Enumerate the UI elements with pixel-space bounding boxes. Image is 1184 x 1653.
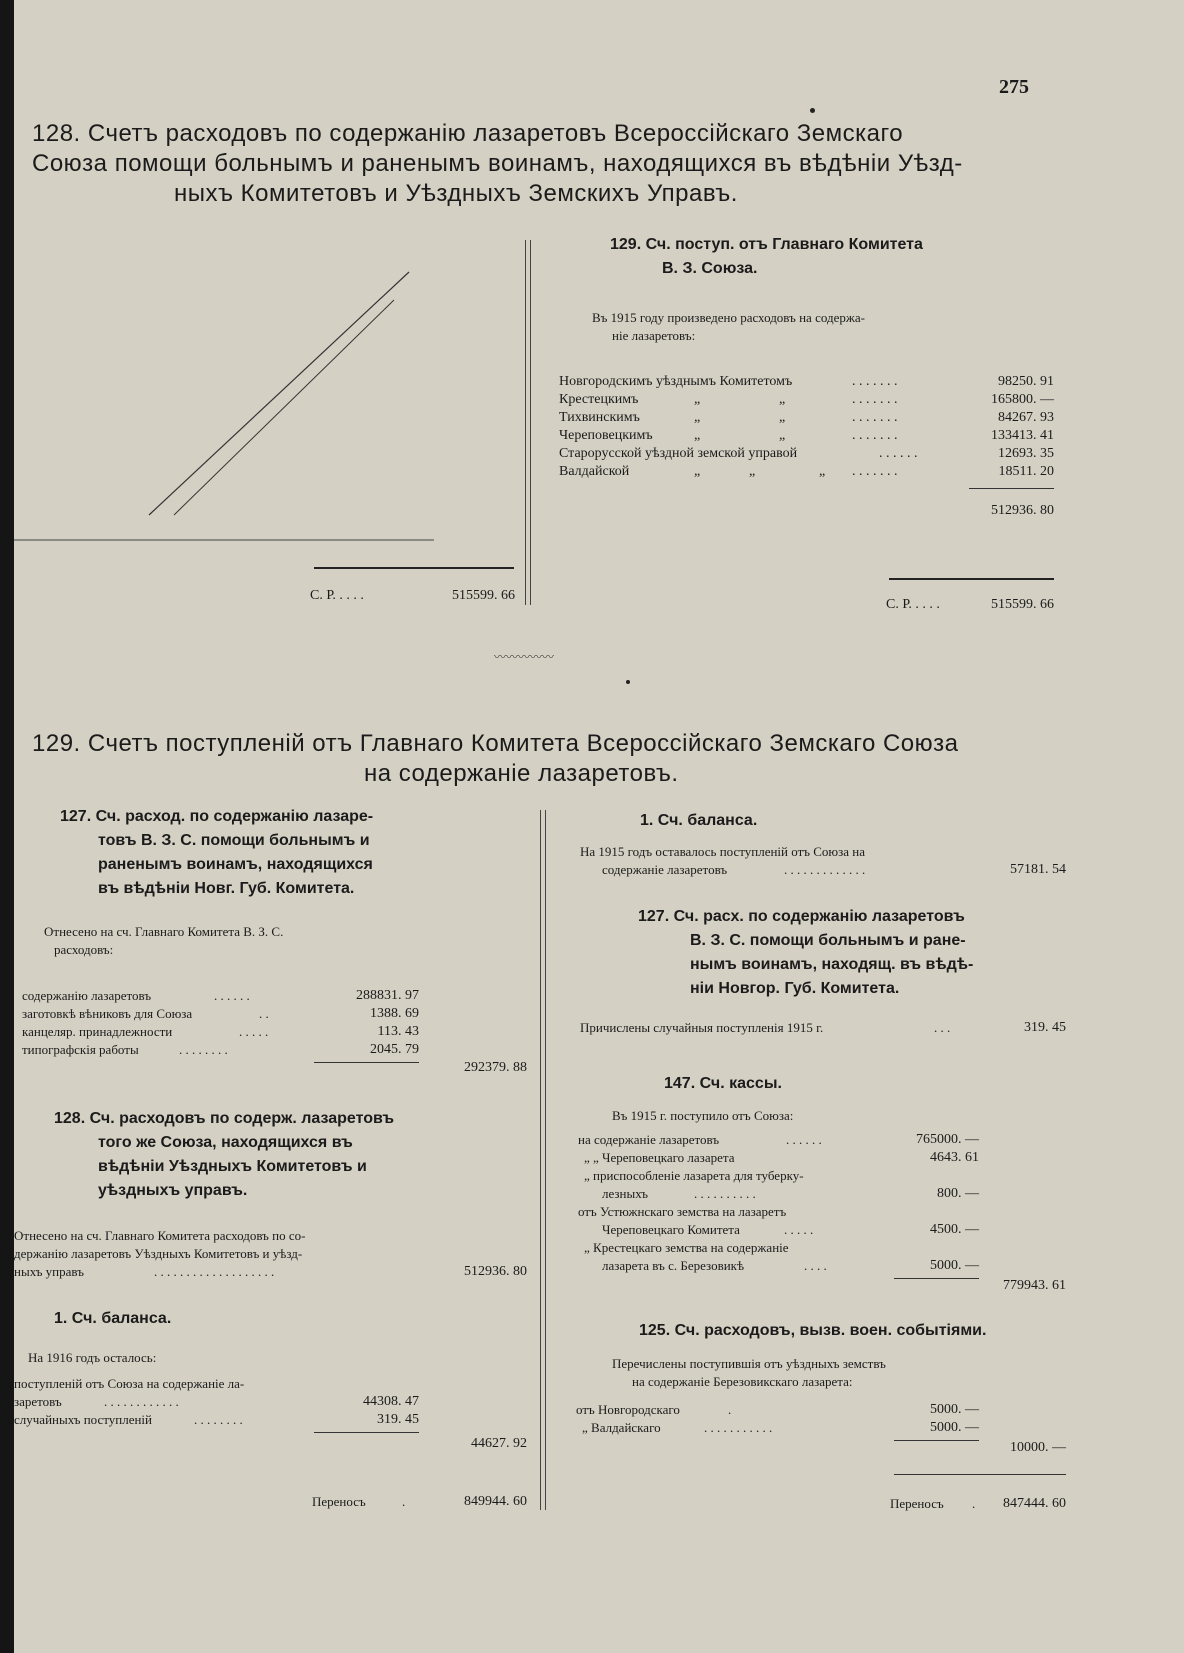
right-balance-heading: 1. Сч. баланса.: [640, 812, 758, 829]
empty-debit-strike: [14, 260, 434, 590]
right-125-intro-2: на содержаніе Березовикскаго лазарета:: [632, 1374, 853, 1389]
left-127-item-leader: . . . . . . . .: [179, 1042, 228, 1057]
right-147-item: „ приспособленіе лазарета для туберку-: [584, 1168, 804, 1183]
left-127-item-value: 2045. 79: [370, 1042, 419, 1057]
left-127-total: 292379. 88: [464, 1060, 527, 1075]
entry-value: 98250. 91: [998, 374, 1054, 389]
subtotal-rule: [969, 488, 1054, 489]
left-balance-total: 44627. 92: [471, 1436, 527, 1451]
entry-leader: . . . . . .: [879, 446, 918, 461]
section-128-right-heading-1: 129. Сч. поступ. отъ Главнаго Комитета: [610, 236, 923, 253]
right-147-leader: . . . . .: [784, 1222, 814, 1237]
entry-leader: . . . . . . .: [852, 464, 898, 479]
right-total-rule: [889, 578, 1054, 580]
entry-label: Старорусской уѣздной земской управой: [559, 446, 798, 461]
section-128-left-total-label: С. Р. . . . .: [310, 588, 364, 603]
left-127-heading-4: въ вѣдѣніи Новг. Губ. Комитета.: [98, 880, 355, 897]
ditto-mark: „: [779, 392, 786, 407]
left-balance-intro: На 1916 годъ осталось:: [28, 1350, 157, 1365]
section-128-subtotal: 512936. 80: [991, 503, 1054, 518]
left-128-heading-1: 128. Сч. расходовъ по содерж. лазаретовъ: [54, 1110, 395, 1127]
ditto-mark: „: [694, 410, 701, 425]
right-125-leader: .: [728, 1402, 732, 1417]
right-carry-value: 847444. 60: [1003, 1496, 1066, 1511]
right-147-item: Череповецкаго Комитета: [602, 1222, 740, 1237]
right-147-value: 4643. 61: [930, 1150, 979, 1165]
right-147-total: 779943. 61: [1003, 1278, 1066, 1293]
left-127-item-label: канцеляр. принадлежности: [22, 1024, 173, 1039]
column-divider-bottom: [540, 810, 541, 1510]
right-147-item: отъ Устюжнскаго земства на лазаретъ: [578, 1204, 787, 1219]
right-127-heading-1: 127. Сч. расх. по содержанію лазаретовъ: [638, 908, 965, 925]
column-divider-top-2: [530, 240, 531, 605]
ink-dot: [810, 108, 815, 113]
right-carry-rule: [894, 1474, 1066, 1475]
left-128-text-2: держанію лазаретовъ Уѣздныхъ Комитетовъ и уѣзд-: [14, 1246, 303, 1261]
right-125-leader: . . . . . . . . . . .: [704, 1420, 773, 1435]
left-128-value: 512936. 80: [464, 1264, 527, 1279]
left-127-item-leader: . . . . .: [239, 1024, 269, 1039]
right-125-item-value: 5000. —: [930, 1420, 979, 1435]
left-127-intro-2: расходовъ:: [54, 942, 114, 957]
left-balance-rule: [314, 1432, 419, 1433]
left-128-leader: . . . . . . . . . . . . . . . . . . .: [154, 1264, 275, 1279]
left-128-heading-2: того же Союза, находящихся въ: [98, 1134, 353, 1151]
right-125-heading: 125. Сч. расходовъ, вызв. воен. событіями.: [639, 1322, 987, 1339]
right-125-item-value: 5000. —: [930, 1402, 979, 1417]
section-128-title-line-3: ныхъ Комитетовъ и Уѣздныхъ Земскихъ Управъ.: [174, 180, 738, 207]
entry-label: Новгородскимъ уѣзднымъ Комитетомъ: [559, 374, 793, 389]
left-127-item-label: типографскія работы: [22, 1042, 139, 1057]
section-129-title-line-2: на содержаніе лазаретовъ.: [364, 760, 679, 787]
right-127-heading-4: ніи Новгор. Губ. Комитета.: [690, 980, 900, 997]
left-127-heading-2: товъ В. З. С. помощи больнымъ и: [98, 832, 370, 849]
left-127-heading-1: 127. Сч. расход. по содержанію лазаре-: [60, 808, 374, 825]
ledger-page: [14, 0, 1184, 1653]
right-127-value: 319. 45: [1024, 1020, 1066, 1035]
right-carry-dot: .: [972, 1496, 976, 1511]
wave-divider: 〰〰〰〰〰: [494, 650, 555, 664]
ditto-mark: „: [779, 410, 786, 425]
entry-value: 133413. 41: [991, 428, 1054, 443]
entry-leader: . . . . . . .: [852, 374, 898, 389]
left-128-heading-3: вѣдѣніи Уѣздныхъ Комитетовъ и: [98, 1158, 367, 1175]
left-carry-label: Переносъ: [312, 1494, 366, 1509]
right-127-heading-3: нымъ воинамъ, находящ. въ вѣдѣ-: [690, 956, 974, 973]
left-127-item-leader: . .: [259, 1006, 269, 1021]
ditto-mark: „: [779, 428, 786, 443]
right-125-total: 10000. —: [1010, 1440, 1066, 1455]
left-128-heading-4: уѣздныхъ управъ.: [98, 1182, 248, 1199]
right-147-item: на содержаніе лазаретовъ: [578, 1132, 720, 1147]
section-128-right-total-value: 515599. 66: [991, 597, 1054, 612]
left-127-item-value: 288831. 97: [356, 988, 419, 1003]
left-balance-item-2: заретовъ: [14, 1394, 62, 1409]
left-balance-item-3: случайныхъ поступленій: [14, 1412, 152, 1427]
section-128-title-line-2: Союза помощи больнымъ и раненымъ воинамъ, находящихся въ вѣдѣніи Уѣзд-: [32, 150, 963, 177]
left-127-item-value: 1388. 69: [370, 1006, 419, 1021]
entry-value: 165800. —: [991, 392, 1054, 407]
entry-leader: . . . . . . .: [852, 428, 898, 443]
right-147-item: „ Крестецкаго земства на содержаніе: [584, 1240, 789, 1255]
right-147-intro: Въ 1915 г. поступило отъ Союза:: [612, 1108, 794, 1123]
entry-value: 12693. 35: [998, 446, 1054, 461]
right-147-item: лезныхъ: [602, 1186, 648, 1201]
ink-dot: [626, 680, 630, 684]
right-147-value: 765000. —: [916, 1132, 979, 1147]
entry-leader: . . . . . . .: [852, 410, 898, 425]
ditto-mark: „: [694, 428, 701, 443]
left-balance-heading: 1. Сч. баланса.: [54, 1310, 172, 1327]
ditto-mark: „: [749, 464, 756, 479]
right-147-value: 4500. —: [930, 1222, 979, 1237]
right-carry-label: Переносъ: [890, 1496, 944, 1511]
entry-label: Валдайской: [559, 464, 630, 479]
right-balance-leader: . . . . . . . . . . . . .: [784, 862, 866, 877]
left-balance-leader: . . . . . . . .: [194, 1412, 243, 1427]
right-125-intro-1: Перечислены поступившія отъ уѣздныхъ земствъ: [612, 1356, 886, 1371]
left-carry-value: 849944. 60: [464, 1494, 527, 1509]
left-128-text-1: Отнесено на сч. Главнаго Комитета расходовъ по со-: [14, 1228, 306, 1243]
section-128-title-line-1: 128. Счетъ расходовъ по содержанію лазаретовъ Всероссійскаго Земскаго: [32, 120, 904, 147]
left-127-item-label: заготовкѣ вѣниковъ для Союза: [22, 1006, 193, 1021]
right-balance-text-2: содержаніе лазаретовъ: [602, 862, 728, 877]
right-147-value: 5000. —: [930, 1258, 979, 1273]
left-balance-item-1: поступленій отъ Союза на содержаніе ла-: [14, 1376, 245, 1391]
left-128-text-3: ныхъ управъ: [14, 1264, 84, 1279]
left-carry-dot: .: [402, 1494, 406, 1509]
left-127-item-leader: . . . . . .: [214, 988, 250, 1003]
entry-leader: . . . . . . .: [852, 392, 898, 407]
entry-label: Крестецкимъ: [559, 392, 639, 407]
left-total-rule: [314, 567, 514, 569]
entry-label: Тихвинскимъ: [559, 410, 640, 425]
entry-label: Череповецкимъ: [559, 428, 653, 443]
right-127-heading-2: В. З. С. помощи больнымъ и ране-: [690, 932, 966, 949]
entry-value: 84267. 93: [998, 410, 1054, 425]
section-128-intro-2: ніе лазаретовъ:: [612, 328, 696, 343]
right-147-value: 800. —: [937, 1186, 979, 1201]
left-127-intro-1: Отнесено на сч. Главнаго Комитета В. З. С.: [44, 924, 284, 939]
column-divider-top: [525, 240, 526, 605]
right-balance-value: 57181. 54: [1010, 862, 1066, 877]
left-127-item-value: 113. 43: [377, 1024, 419, 1039]
right-147-leader: . . . . . . . . . .: [694, 1186, 756, 1201]
section-128-left-total-value: 515599. 66: [452, 588, 515, 603]
right-125-item-label: „ Валдайскаго: [582, 1420, 661, 1435]
ditto-mark: „: [694, 464, 701, 479]
section-129-title-line-1: 129. Счетъ поступленій отъ Главнаго Комитета Всероссійскаго Земскаго Союза: [32, 730, 959, 757]
right-147-item: лазарета въ с. Березовикѣ: [602, 1258, 745, 1273]
left-127-item-label: содержанію лазаретовъ: [22, 988, 152, 1003]
right-127-leader: . . .: [934, 1020, 951, 1035]
column-divider-bottom-2: [545, 810, 546, 1510]
left-balance-value: 44308. 47: [363, 1394, 419, 1409]
entry-value: 18511. 20: [998, 464, 1054, 479]
right-127-text: Причислены случайныя поступленія 1915 г.: [580, 1020, 824, 1035]
right-147-leader: . . . . . .: [786, 1132, 822, 1147]
left-balance-value: 319. 45: [377, 1412, 419, 1427]
section-128-right-total-label: С. Р. . . . .: [886, 597, 940, 612]
right-147-item: „ „ Череповецкаго лазарета: [584, 1150, 735, 1165]
ditto-mark: „: [694, 392, 701, 407]
right-147-rule: [894, 1278, 979, 1279]
right-125-rule: [894, 1440, 979, 1441]
right-147-leader: . . . .: [804, 1258, 827, 1273]
page-number: 275: [999, 76, 1029, 98]
section-128-intro-1: Въ 1915 году произведено расходовъ на содержа-: [592, 310, 865, 325]
section-128-right-heading-2: В. З. Союза.: [662, 260, 758, 277]
right-147-heading: 147. Сч. кассы.: [664, 1075, 782, 1092]
left-127-rule: [314, 1062, 419, 1063]
right-125-item-label: отъ Новгородскаго: [576, 1402, 680, 1417]
right-balance-text-1: На 1915 годъ оставалось поступленій отъ Союза на: [580, 844, 865, 859]
left-127-heading-3: раненымъ воинамъ, находящихся: [98, 856, 373, 873]
ditto-mark: „: [819, 464, 826, 479]
left-balance-leader: . . . . . . . . . . . .: [104, 1394, 179, 1409]
